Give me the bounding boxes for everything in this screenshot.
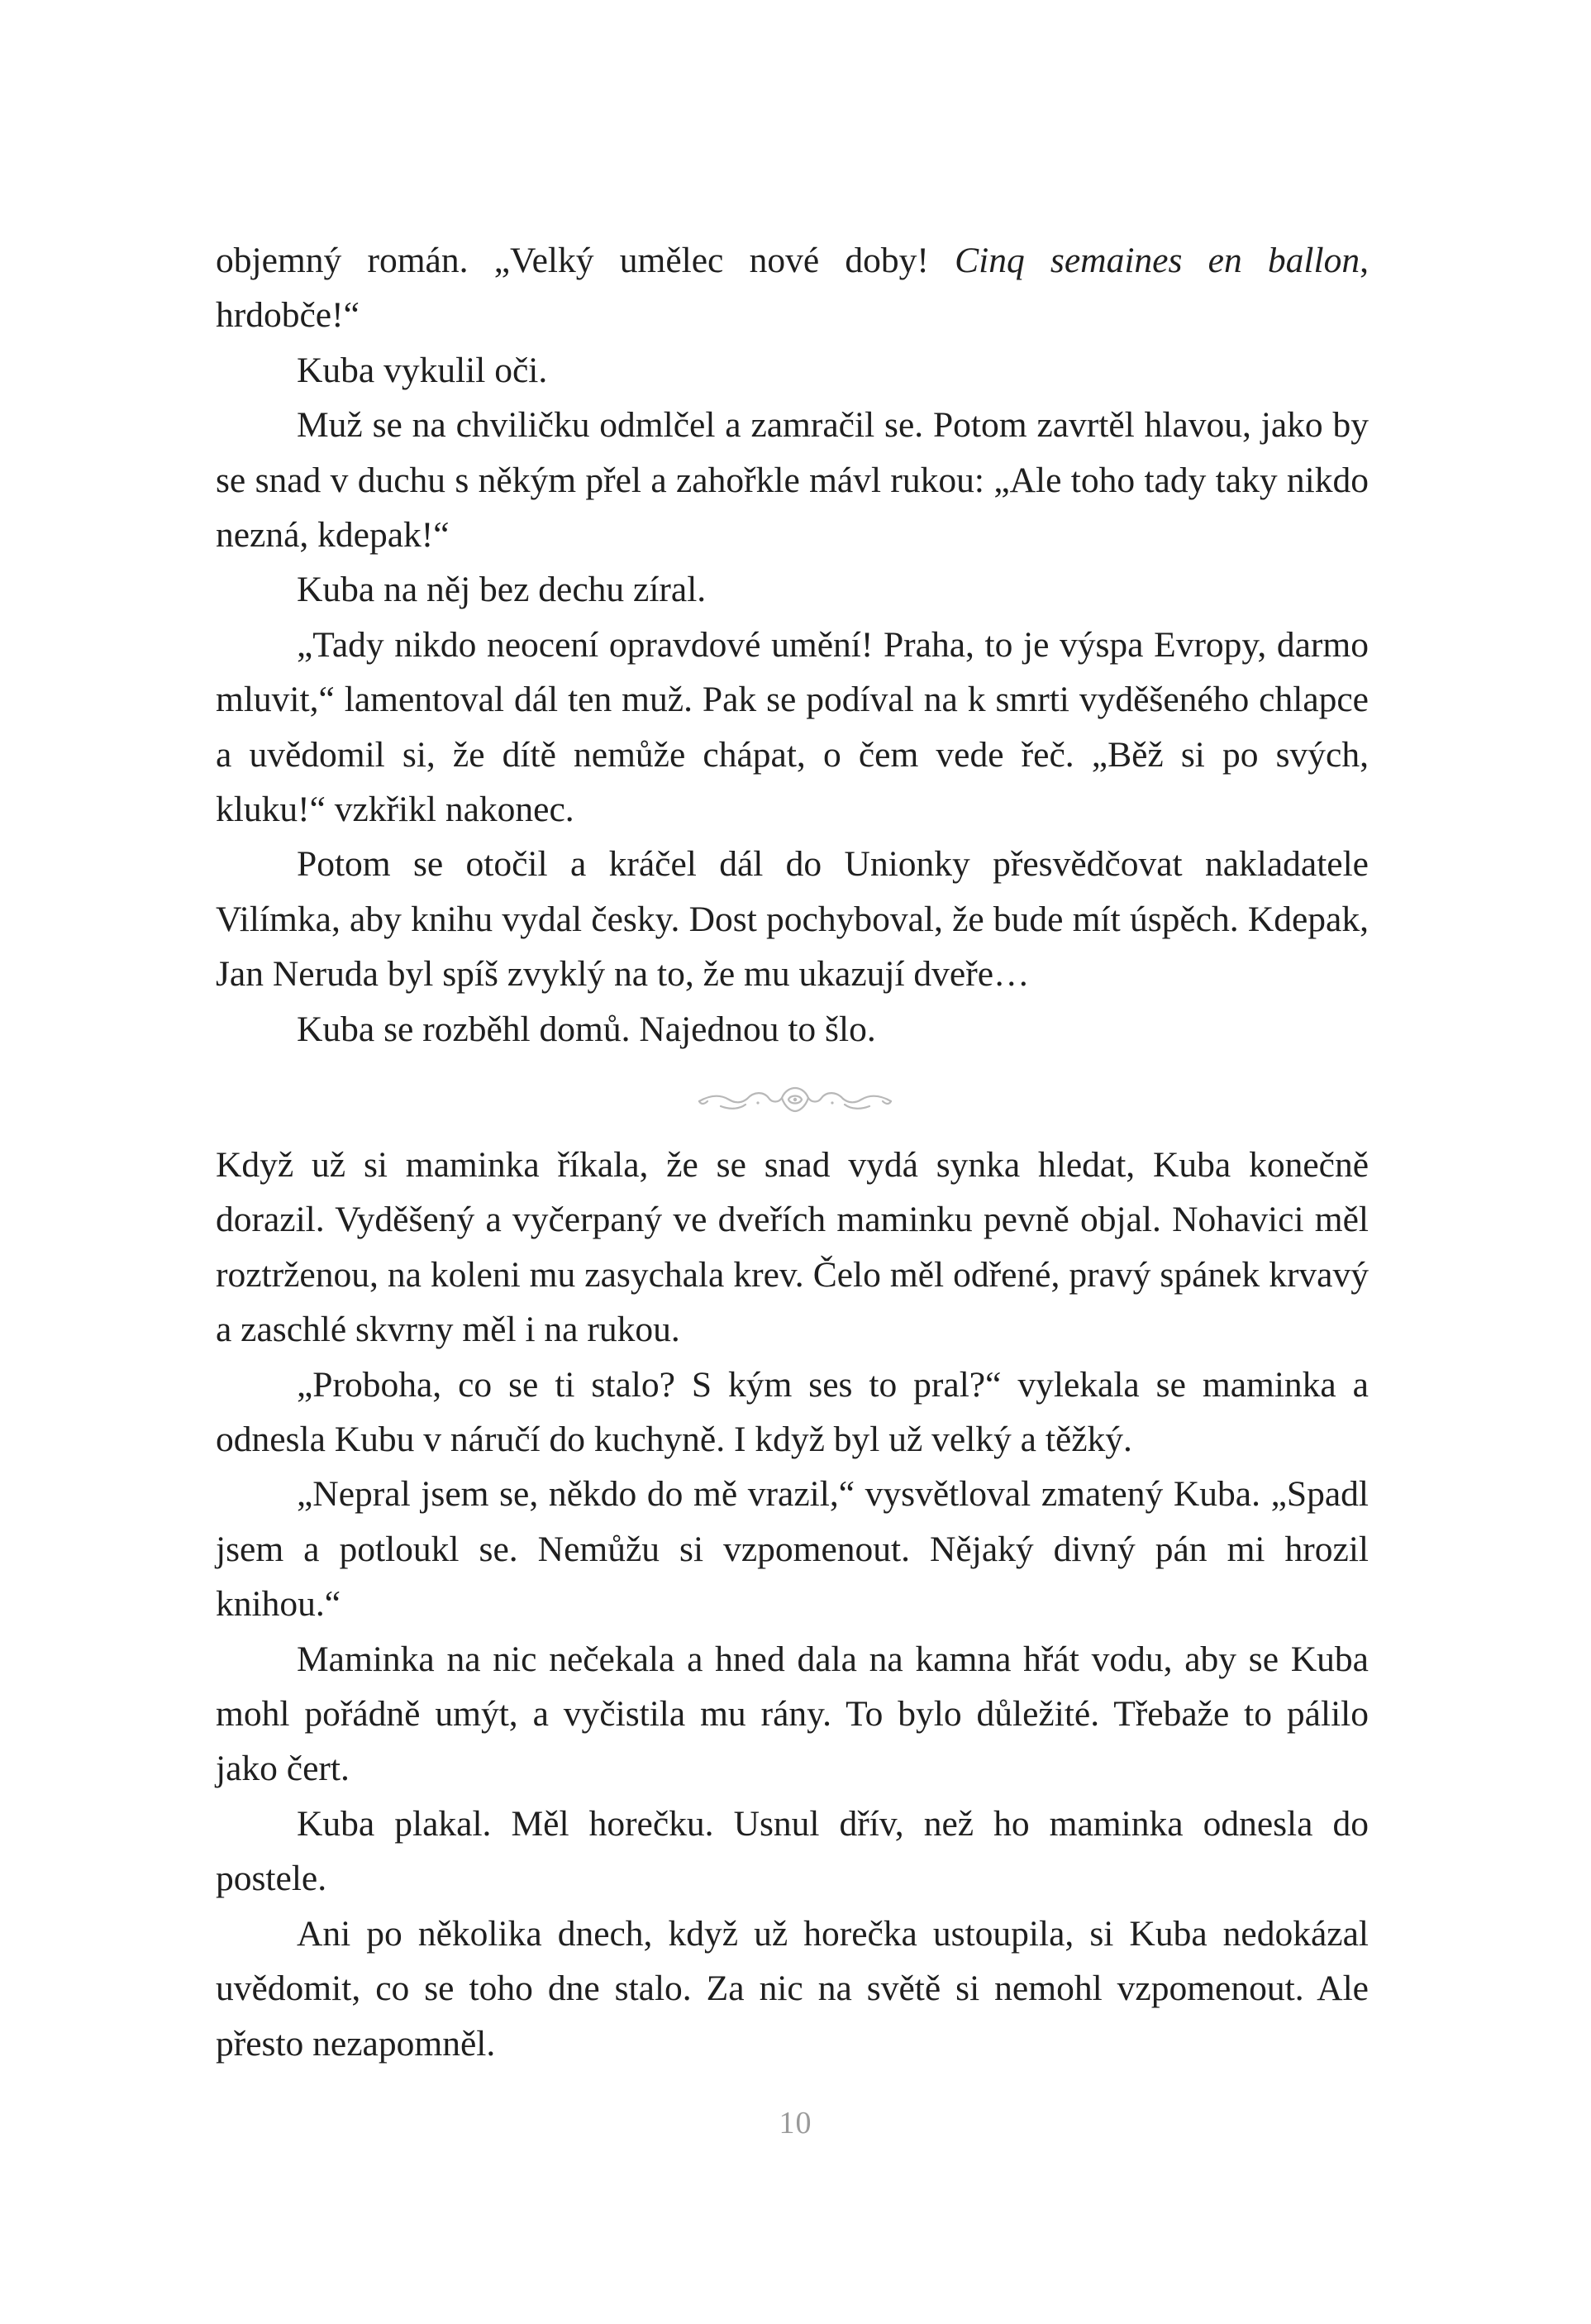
paragraph: Kuba vykulil oči. [297, 350, 548, 390]
paragraph: Když už si maminka říkala, že se snad vydá synka hledat, Kuba konečně dorazil. Vyděšený a vyčerpaný ve dveřích maminku pevně objal. Nohavici měl roztrženou, na koleni mu zasychala krev. Čelo měl odřené, pravý spánek krvavý a zaschlé skvrny měl i na rukou. [216, 1145, 1369, 1350]
page-number: 10 [779, 2106, 812, 2140]
paragraph: Kuba se rozběhl domů. Najednou to šlo. [297, 1009, 876, 1049]
paragraph: Kuba plakal. Měl horečku. Usnul dřív, než ho maminka odnesla do postele. [216, 1803, 1369, 1899]
text-section-top [216, 233, 1369, 1057]
paragraph: „Nepral jsem se, někdo do mě vrazil,“ vysvětloval zmatený Kuba. „Spadl jsem a potloukl se. Nemůžu si vzpomenout. Nějaký divný pán mi hrozil knihou.“ [216, 1474, 1369, 1625]
paragraph: Maminka na nic nečekala a hned dala na kamna hřát vodu, aby se Kuba mohl pořádně umýt, a vyčistila mu rány. To bylo důležité. Třebaže to pálilo jako čert. [216, 1639, 1369, 1789]
paragraph: Potom se otočil a kráčel dál do Unionky přesvědčovat nakladatele Vilímka, aby knihu vydal česky. Dost pochyboval, že bude mít úspěch. Kdepak, Jan Neruda byl spíš zvyklý na to, že mu ukazují dveře… [216, 844, 1369, 995]
paragraph: „Tady nikdo neocení opravdové umění! Praha, to je výspa Evropy, darmo mluvit,“ lamentoval dál ten muž. Pak se podíval na k smrti vyděšeného chlapce a uvědomil si, že dítě nemůže chápat, o čem vede řeč. „Běž si po svých, kluku!“ vzkřikl nakonec. [216, 624, 1369, 830]
paragraph: „Proboha, co se ti stalo? S kým ses to pral?“ vylekala se maminka a odnesla Kubu v náručí do kuchyně. I když byl už velký a těžký. [216, 1364, 1369, 1460]
paragraph: Ani po několika dnech, když už horečka ustoupila, si Kuba nedokázal uvědomit, co se toho dne stalo. Za nic na světě si nemohl vzpomenout. Ale přesto nezapomněl. [216, 1913, 1369, 2064]
text-section-bottom [216, 1138, 1369, 2071]
paragraph: Muž se na chviličku odmlčel a zamračil se. Potom zavrtěl hlavou, jako by se snad v duchu s někým přel a zahořkle mávl rukou: „Ale toho tady taky nikdo nezná, kdepak!“ [216, 405, 1369, 556]
italic-book-title: Cinq semaines en ballon [955, 241, 1360, 280]
paragraph-text: objemný román. „Velký umělec nové doby! [216, 241, 955, 280]
paragraph-text: , hrdobče!“ [216, 241, 1369, 336]
decorative-flourish-icon [696, 1085, 894, 1114]
paragraph: Kuba na něj bez dechu zíral. [297, 570, 707, 610]
paragraph-continuation [216, 233, 1369, 343]
